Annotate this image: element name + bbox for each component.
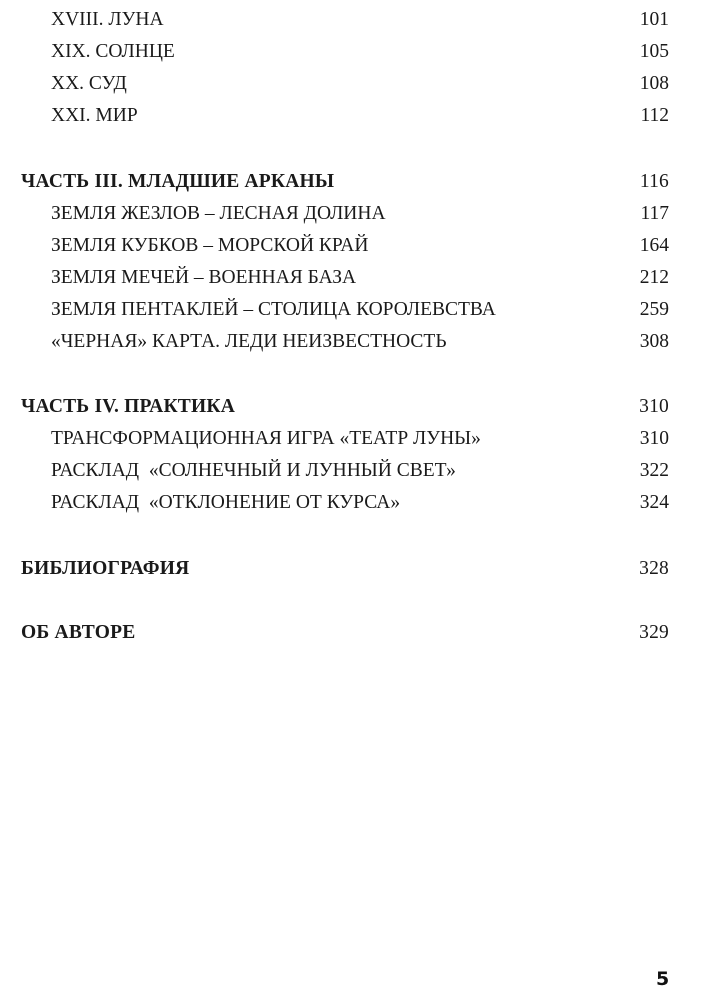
toc-entry-xxi-world[interactable] — [51, 101, 669, 131]
toc-entry-label: РАСКЛАД «ОТКЛОНЕНИЕ ОТ КУРСА» — [51, 492, 401, 513]
toc-entry-wands[interactable] — [51, 199, 669, 229]
toc-entry-page: 117 — [640, 203, 669, 224]
toc-heading-page: 329 — [639, 622, 669, 643]
toc-entry-page: 310 — [639, 428, 669, 449]
toc-heading-page: 328 — [639, 558, 669, 579]
toc-entry-label: ТРАНСФОРМАЦИОННАЯ ИГРА «ТЕАТР ЛУНЫ» — [51, 428, 481, 449]
toc-entry-page: 322 — [639, 460, 669, 481]
toc-entry-pentacles[interactable] — [51, 295, 669, 325]
toc-entry-label: XIX. СОЛНЦЕ — [51, 41, 175, 62]
toc-entry-xviii-moon[interactable] — [51, 5, 669, 35]
toc-entry-page: 101 — [639, 9, 669, 30]
toc-entry-xx-judgement[interactable] — [51, 69, 669, 99]
toc-part-3-heading[interactable] — [21, 167, 669, 197]
toc-part-4-heading[interactable] — [21, 392, 669, 422]
toc-heading-page: 116 — [639, 171, 669, 192]
toc-entry-moon-theatre[interactable] — [51, 424, 669, 454]
toc-entry-label: «ЧЕРНАЯ» КАРТА. ЛЕДИ НЕИЗВЕСТНОСТЬ — [51, 331, 447, 352]
toc-entry-label: ЗЕМЛЯ КУБКОВ – МОРСКОЙ КРАЙ — [51, 235, 369, 256]
toc-entry-label: XX. СУД — [51, 73, 127, 94]
toc-entry-page: 105 — [639, 41, 669, 62]
toc-entry-label: XXI. МИР — [51, 105, 138, 126]
toc-entry-page: 324 — [639, 492, 669, 513]
toc-bibliography[interactable] — [21, 554, 669, 584]
toc-entry-xix-sun[interactable] — [51, 37, 669, 67]
toc-entry-black-card[interactable] — [51, 327, 669, 357]
toc-entry-page: 164 — [639, 235, 669, 256]
toc-entry-label: ЗЕМЛЯ ЖЕЗЛОВ – ЛЕСНАЯ ДОЛИНА — [51, 203, 386, 224]
page-number: 5 — [656, 968, 670, 990]
toc-heading-label: ОБ АВТОРЕ — [21, 622, 136, 643]
toc-entry-page: 259 — [639, 299, 669, 320]
toc-heading-label: БИБЛИОГРАФИЯ — [21, 558, 190, 579]
toc-entry-page: 308 — [639, 331, 669, 352]
toc-heading-label: ЧАСТЬ III. МЛАДШИЕ АРКАНЫ — [21, 171, 335, 192]
toc-entry-page: 108 — [639, 73, 669, 94]
toc-entry-label: РАСКЛАД «СОЛНЕЧНЫЙ И ЛУННЫЙ СВЕТ» — [51, 460, 456, 481]
toc-entry-sun-moon-light[interactable] — [51, 456, 669, 486]
toc-entry-label: ЗЕМЛЯ МЕЧЕЙ – ВОЕННАЯ БАЗА — [51, 267, 357, 288]
toc-about-author[interactable] — [21, 618, 669, 648]
toc-entry-label: XVIII. ЛУНА — [51, 9, 164, 30]
toc-entry-label: ЗЕМЛЯ ПЕНТАКЛЕЙ – СТОЛИЦА КОРОЛЕВСТВА — [51, 299, 496, 320]
toc-entry-page: 112 — [640, 105, 669, 126]
toc-entry-swords[interactable] — [51, 263, 669, 293]
toc-heading-label: ЧАСТЬ IV. ПРАКТИКА — [21, 396, 235, 417]
toc-heading-page: 310 — [639, 396, 669, 417]
toc-entry-page: 212 — [639, 267, 669, 288]
toc-entry-cups[interactable] — [51, 231, 669, 261]
toc-entry-course-deviation[interactable] — [51, 488, 669, 518]
